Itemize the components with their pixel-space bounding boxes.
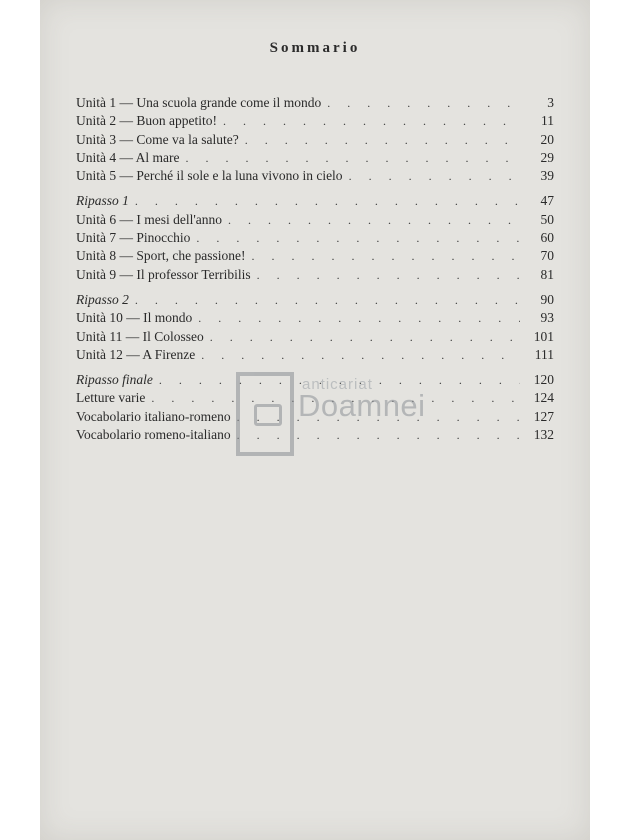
toc-entry-label: Ripasso 2 bbox=[76, 291, 129, 307]
watermark-small-text: anticariat bbox=[302, 376, 373, 393]
toc-entry-label: Unità 6 — I mesi dell'anno bbox=[76, 211, 223, 227]
toc-entry-label: Vocabolario italiano-romeno bbox=[76, 408, 231, 424]
toc-entry-page-number: 90 bbox=[540, 291, 554, 307]
dot-leader bbox=[257, 266, 520, 284]
toc-entry bbox=[76, 149, 554, 167]
toc-entry-page-number: 120 bbox=[533, 372, 554, 388]
toc-entry-label: Unità 8 — Sport, che passione! bbox=[76, 248, 246, 264]
dot-leader bbox=[349, 167, 520, 185]
toc-entry-label: Ripasso finale bbox=[76, 372, 153, 388]
toc-entry bbox=[76, 211, 554, 229]
toc-entry-page-number: 70 bbox=[540, 248, 554, 264]
watermark-big-text: Doamnei bbox=[298, 388, 426, 423]
dot-leader bbox=[210, 328, 520, 346]
toc-entry-label: Unità 2 — Buon appetito! bbox=[76, 113, 217, 129]
dot-leader bbox=[201, 346, 520, 364]
toc-entry-label: Unità 12 — A Firenze bbox=[76, 346, 196, 362]
toc-entry bbox=[76, 229, 554, 247]
toc-entry-label: Ripasso 1 bbox=[76, 193, 129, 209]
toc-entry-page-number: 127 bbox=[533, 408, 554, 424]
dot-leader bbox=[135, 291, 520, 309]
toc-entry-label: Unità 3 — Come va la salute? bbox=[76, 131, 239, 147]
toc-entry-label: Unità 10 — Il mondo bbox=[76, 310, 193, 326]
toc-group bbox=[76, 192, 554, 283]
toc-group bbox=[76, 94, 554, 185]
toc-entry-page-number: 29 bbox=[540, 149, 554, 165]
toc-entry bbox=[76, 167, 554, 185]
toc-entry-page-number: 93 bbox=[540, 310, 554, 326]
toc-entry-label: Letture varie bbox=[76, 390, 146, 406]
toc-entry-label: Unità 9 — Il professor Terribilis bbox=[76, 266, 251, 282]
dot-leader bbox=[198, 309, 520, 327]
page-title: Sommario bbox=[269, 40, 361, 56]
toc-entry-page-number: 101 bbox=[533, 328, 554, 344]
toc-entry bbox=[76, 346, 554, 364]
dot-leader bbox=[245, 131, 520, 149]
dot-leader bbox=[185, 149, 520, 167]
watermark bbox=[236, 372, 436, 462]
toc-entry-page-number: 3 bbox=[547, 95, 554, 110]
toc-entry bbox=[76, 266, 554, 284]
toc-entry-label: Unità 7 — Pinocchio bbox=[76, 230, 191, 246]
toc-entry bbox=[76, 94, 554, 112]
toc-entry-label: Unità 11 — Il Colosseo bbox=[76, 328, 204, 344]
dot-leader bbox=[251, 247, 520, 265]
toc-entry-page-number: 132 bbox=[533, 427, 554, 443]
dot-leader bbox=[228, 211, 520, 229]
toc-entry-page-number: 60 bbox=[540, 230, 554, 246]
toc-entry bbox=[76, 328, 554, 346]
dot-leader bbox=[135, 192, 520, 210]
book-page bbox=[40, 0, 590, 840]
toc-entry bbox=[76, 291, 554, 309]
toc-entry-page-number: 50 bbox=[540, 211, 554, 227]
toc-entry bbox=[76, 192, 554, 210]
toc-entry-page-number: 111 bbox=[534, 346, 554, 362]
toc-entry-label: Unità 4 — Al mare bbox=[76, 149, 180, 165]
toc-entry-page-number: 39 bbox=[540, 168, 554, 184]
toc-entry-page-number: 81 bbox=[540, 266, 554, 282]
toc-entry-label: Unità 1 — Una scuola grande come il mondo bbox=[76, 95, 322, 110]
dot-leader bbox=[223, 112, 520, 130]
toc-entry-label: Unità 5 — Perché il sole e la luna vivono in cielo bbox=[76, 168, 343, 184]
toc-entry-label: Vocabolario romeno-italiano bbox=[76, 427, 231, 443]
toc-entry bbox=[76, 247, 554, 265]
dot-leader bbox=[196, 229, 520, 247]
toc-entry-page-number: 47 bbox=[540, 193, 554, 209]
toc-entry bbox=[76, 112, 554, 130]
toc-entry-page-number: 11 bbox=[541, 113, 554, 129]
toc-group bbox=[76, 291, 554, 364]
toc-entry bbox=[76, 309, 554, 327]
toc-entry-page-number: 20 bbox=[540, 131, 554, 147]
toc-entry-page-number: 124 bbox=[533, 390, 554, 406]
dot-leader bbox=[327, 94, 520, 112]
toc-entry bbox=[76, 131, 554, 149]
watermark-logo-icon bbox=[236, 372, 294, 456]
